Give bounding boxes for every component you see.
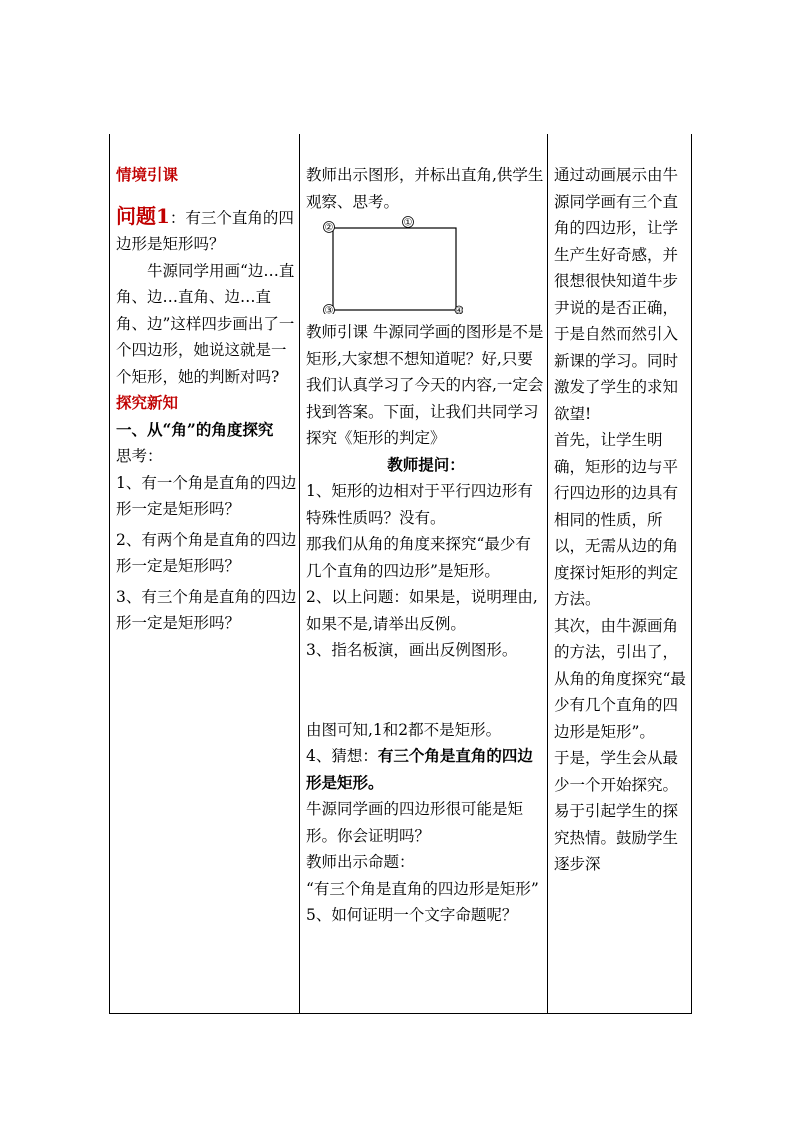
teacher-question-1: 1、矩形的边相对于平行四边形有特殊性质吗？没有。 [306, 482, 533, 527]
design-note-2: 首先，让学生明确，矩形的边与平行四边形的边具有相同的性质，所以，无需从边的角度探讨矩形的判定方法。 [554, 431, 679, 608]
teacher-question-4c: 牛源同学画的四边形很可能是矩形。你会证明吗？ [306, 800, 524, 845]
think-label: 思考： [116, 447, 163, 465]
table-border-right [691, 134, 692, 1014]
question-1 [116, 203, 297, 258]
think-item-3: 3、有三个角是直角的四边形一定是矩形吗？ [116, 587, 297, 632]
question-1-text: ：有三个直角的四边形是矩形吗？ [116, 208, 294, 253]
teacher-intro: 教师引课 牛源同学画的图形是不是矩形,大家想不想知道呢？好,只要我们认真学习了今天的内容,一定会找到答案。下面，让我们共同学习探究《矩形的判定》 [306, 323, 544, 447]
marker-4-label: ④ [455, 306, 463, 314]
quadrilateral-figure [313, 214, 463, 314]
design-note-5: 易于引起学生的探究热情。鼓励学生逐步深 [554, 802, 679, 873]
design-note-1: 通过动画展示由牛源同学画有三个直角的四边形，让学生产生好奇感，并很想很快知道牛步尹说的是否正确，于是自然而然引入新课的学习。同时激发了学生的求知欲望! [554, 166, 679, 423]
think-item-2: 2、有两个角是直角的四边形一定是矩形吗？ [116, 530, 297, 575]
teacher-question-3b: 由图可知,1和2都不是矩形。 [306, 720, 502, 739]
lesson-table [109, 134, 692, 1014]
teacher-question-4 [306, 743, 546, 796]
column-divider-2 [547, 134, 548, 1014]
board-spacer [306, 664, 546, 717]
teacher-question-2: 2、以上问题：如果是，说明理由,如果不是,请举出反例。 [306, 588, 538, 633]
table-border-bottom [109, 1013, 692, 1014]
story-paragraph: 牛源同学用画“边…直角、边…直角、边…直角、边”这样四步画出了一个四边形，她说这就是一个矩形，她的判断对吗? [116, 261, 295, 386]
table-border-left [109, 134, 110, 1014]
quadrilateral-shape [333, 228, 456, 310]
question-1-label: 问题1 [116, 203, 170, 228]
q4-label: 4、猜想： [306, 747, 378, 765]
subheading-angle: 一、从“角”的角度探究 [116, 419, 274, 439]
q4-conjecture: 有三个角是直角的四边形是矩形。 [306, 746, 533, 792]
design-note-4: 于是，学生会从最少一个开始探究。 [554, 749, 679, 794]
column-1 [116, 162, 297, 637]
column-divider-1 [299, 134, 300, 1014]
heading-context: 情境引课 [116, 165, 179, 184]
column-3 [554, 162, 687, 878]
teacher-question-3: 3、指名板演，画出反例图形。 [306, 641, 518, 659]
heading-explore: 探究新知 [116, 393, 179, 412]
design-note-3: 其次，由牛源画角的方法，引出了，从角的角度探究“最少有几个直角的四边形是矩形”。 [554, 616, 686, 741]
teacher-show-figure: 教师出示图形，并标出直角,供学生观察、思考。 [306, 166, 544, 211]
teacher-question-5: 5、如何证明一个文字命题呢？ [306, 906, 518, 924]
teacher-question-4d: 教师出示命题： [306, 853, 415, 871]
marker-3-label: ③ [324, 305, 334, 314]
think-item-1: 1、有一个角是直角的四边形一定是矩形吗？ [116, 473, 297, 518]
teacher-question-4e: “有三个角是直角的四边形是矩形” [306, 879, 539, 898]
marker-2-label: ② [324, 222, 334, 234]
teacher-question-1b: 那我们从角的角度来探究“最少有几个直角的四边形”是矩形。 [306, 535, 531, 580]
marker-1-label: ① [403, 217, 413, 229]
teacher-question-title: 教师提问： [387, 454, 465, 474]
